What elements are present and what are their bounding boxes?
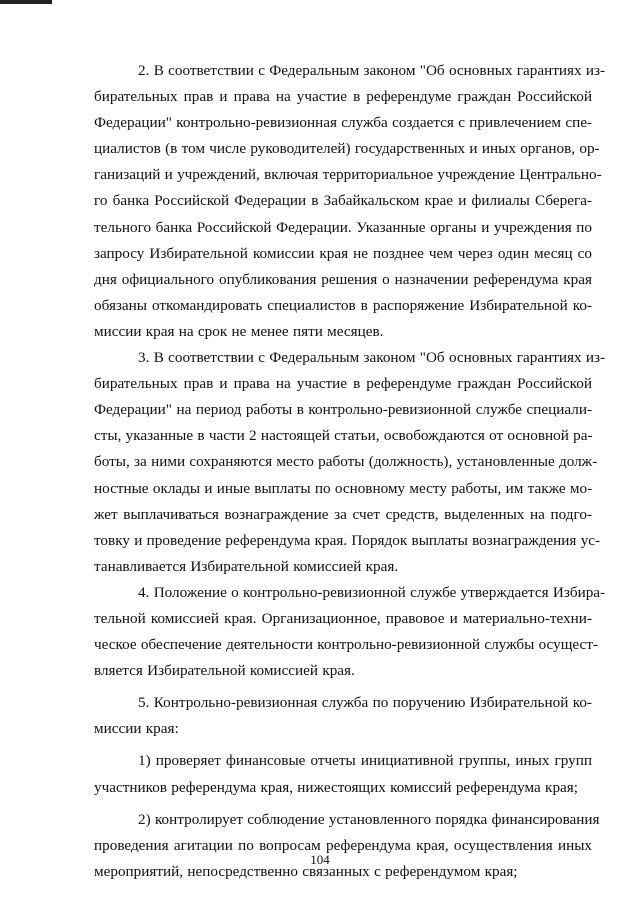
- paragraph-5: [94, 690, 592, 742]
- paragraph-4: [94, 580, 606, 684]
- text-line: 3. В соответствии с Федеральным законом "Об основных гарантиях из-: [138, 349, 606, 367]
- text-line: ческое обеспечение деятельности контрольно-ревизионной службы осущест-: [94, 636, 598, 654]
- text-line: жет выплачиваться вознаграждение за счет средств, выделенных на подго-: [94, 505, 592, 523]
- text-line: дня официального опубликования решения о назначении референдума края: [94, 270, 592, 288]
- text-line: сты, указанные в части 2 настоящей статьи, освобождаются от основной ра-: [94, 427, 593, 445]
- text-line: боты, за ними сохраняются место работы (должность), установленные долж-: [94, 453, 598, 471]
- text-line: бирательных прав и права на участие в референдуме граждан Российской: [94, 375, 592, 393]
- text-line: Федерации" на период работы в контрольно-ревизионной службе специали-: [94, 401, 592, 419]
- text-line: Федерации" контрольно-ревизионная служба создается с привлечением спе-: [94, 114, 592, 132]
- paragraph-3: [94, 345, 606, 580]
- text-line: тельной комиссией края. Организационное, правовое и материально-техни-: [94, 609, 592, 627]
- page-number: 104: [310, 852, 330, 867]
- text-line: тельного банка Российской Федерации. Указанные органы и учреждения по: [94, 218, 592, 236]
- text-line: ганизаций и учреждений, включая территориальное учреждение Центрально-: [94, 166, 602, 184]
- text-line: обязаны откомандировать специалистов в распоряжение Избирательной ко-: [94, 296, 592, 314]
- text-line: го банка Российской Федерации в Забайкальском крае и филиалы Сберега-: [94, 192, 592, 210]
- text-line: запросу Избирательной комиссии края не позднее чем через один месяц со: [94, 244, 592, 262]
- text-line: миссии края на срок не менее пяти месяцев.: [94, 322, 384, 340]
- text-line: 2. В соответствии с Федеральным законом "Об основных гарантиях из-: [138, 62, 606, 79]
- text-line: 4. Положение о контрольно-ревизионной службе утверждается Избира-: [138, 583, 606, 601]
- paragraph-5-item-2: [94, 807, 600, 885]
- text-line: циалистов (в том числе руководителей) государственных и иных органов, ор-: [94, 140, 600, 158]
- text-line: танавливается Избирательной комиссией края.: [94, 557, 399, 575]
- text-line: 2) контролирует соблюдение установленного порядка финансирования: [138, 810, 600, 828]
- text-line: 1) проверяет финансовые отчеты инициативной группы, иных групп: [138, 752, 592, 770]
- text-line: мероприятий, непосредственно связанных с референдумом края;: [94, 862, 518, 880]
- paragraph-2: [94, 58, 606, 345]
- text-line: участников референдума края, нижестоящих комиссий референдума края;: [94, 778, 578, 796]
- scan-edge-mark: [0, 0, 52, 4]
- text-line: 5. Контрольно-ревизионная служба по поручению Избирательной ко-: [138, 694, 592, 712]
- page-body: [94, 58, 606, 885]
- text-line: миссии края:: [94, 720, 179, 738]
- text-line: проведения агитации по вопросам референдума края, осуществления иных: [94, 836, 592, 854]
- text-line: ностные оклады и иные выплаты по основному месту работы, им также мо-: [94, 479, 593, 497]
- paragraph-5-item-1: [94, 748, 592, 800]
- text-line: вляется Избирательной комиссией края.: [94, 662, 355, 680]
- text-line: бирательных прав и права на участие в референдуме граждан Российской: [94, 88, 592, 106]
- text-line: товку и проведение референдума края. Порядок выплаты вознаграждения ус-: [94, 531, 601, 549]
